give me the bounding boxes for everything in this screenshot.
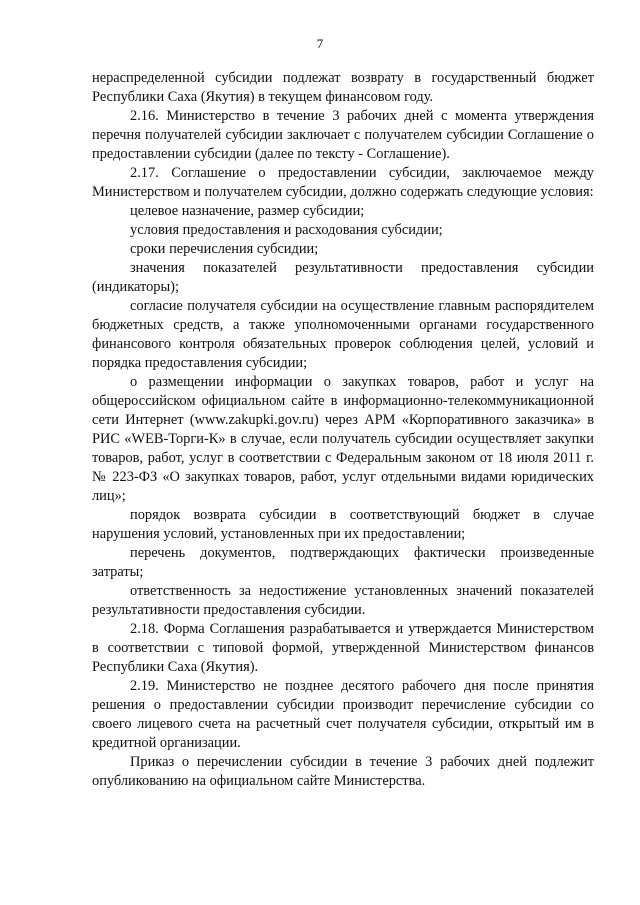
paragraph-2-19: 2.19. Министерство не позднее десятого рабочего дня после принятия решения о предоставлении субсидии производит перечисление субсидии со своего лицевого счета на расчетный счет получателя субсидии, открытый им в кредитной организации.: [92, 678, 594, 751]
condition-item: целевое назначение, размер субсидии;: [130, 203, 365, 219]
page-number: 7: [316, 36, 324, 51]
paragraph-2-18: 2.18. Форма Соглашения разрабатывается и утверждается Министерством в соответствии с типовой формой, утвержденной Министерством финансов Республики Саха (Якутия).: [92, 621, 594, 675]
condition-item: сроки перечисления субсидии;: [130, 241, 319, 257]
paragraph-2-17: 2.17. Соглашение о предоставлении субсидии, заключаемое между Министерством и получателем субсидии, должно содержать следующие условия:: [92, 165, 594, 200]
condition-item: ответственность за недостижение установленных значений показателей результативности предоставления субсидии.: [92, 583, 594, 618]
document-body: [92, 69, 594, 791]
condition-item: порядок возврата субсидии в соответствующий бюджет в случае нарушения условий, установленных при их предоставлении;: [92, 507, 594, 542]
paragraph-continuation: нераспределенной субсидии подлежат возврату в государственный бюджет Республики Саха (Якутия) в текущем финансовом году.: [92, 70, 594, 105]
condition-item: значения показателей результативности предоставления субсидии (индикаторы);: [92, 260, 594, 295]
condition-item: условия предоставления и расходования субсидии;: [130, 222, 443, 238]
condition-item: согласие получателя субсидии на осуществление главным распорядителем бюджетных средств, а также уполномоченными органами государственного финансового контроля обязательных проверок соблюдения целей, условий и порядка предоставления субсидии;: [92, 298, 594, 371]
condition-item: о размещении информации о закупках товаров, работ и услуг на общероссийском официальном сайте в информационно-телекоммуникационной сети Интернет (www.zakupki.gov.ru) через АРМ «Корпоративного заказчика» в РИС «WEB-Торги-К» в случае, если получатель субсидии осуществляет закупки товаров, работ, услуг в соответствии с Федеральным законом от 18 июля 2011 г. № 223-ФЗ «О закупках товаров, работ, услуг отдельными видами юридических лиц»;: [92, 374, 594, 504]
condition-item: перечень документов, подтверждающих фактически произведенные затраты;: [92, 545, 594, 580]
paragraph-order-publication: Приказ о перечислении субсидии в течение 3 рабочих дней подлежит опубликованию на официальном сайте Министерства.: [92, 754, 594, 789]
paragraph-2-16: 2.16. Министерство в течение 3 рабочих дней с момента утверждения перечня получателей субсидии заключает с получателем субсидии Соглашение о предоставлении субсидии (далее по тексту - Соглашение).: [92, 108, 594, 162]
